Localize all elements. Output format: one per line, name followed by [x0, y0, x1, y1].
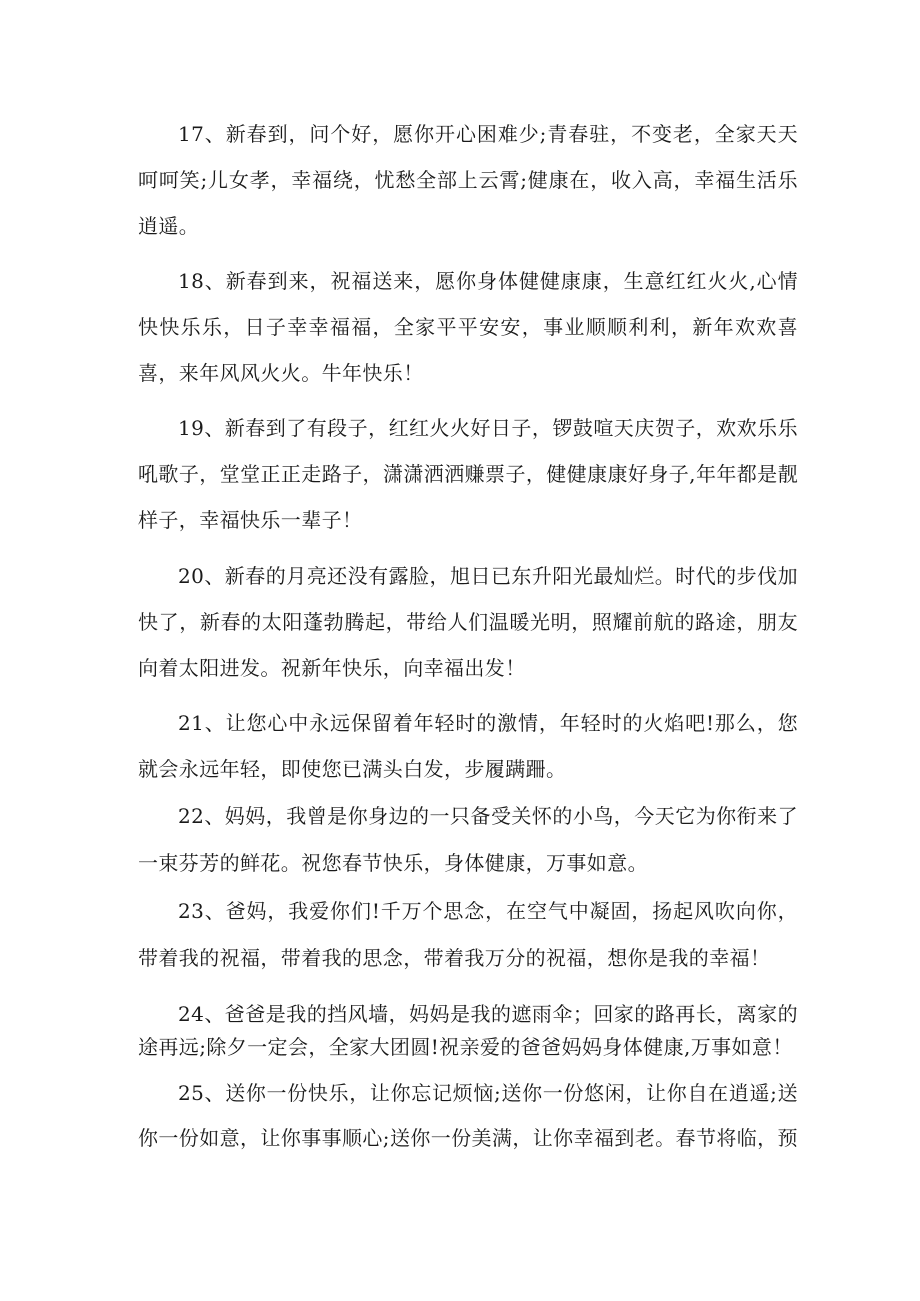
greeting-paragraph-21: 21、让您心中永远保留着年轻时的激情，年轻时的火焰吧!那么，您就会永远年轻，即使您已满头白发，步履蹒跚。	[138, 711, 798, 781]
greeting-paragraph-25: 25、送你一份快乐，让你忘记烦恼;送你一份悠闲，让你自在逍遥;送你一份如意，让你事事顺心;送你一份美满，让你幸福到老。春节将临，预	[138, 1081, 798, 1150]
greeting-paragraph-22: 22、妈妈，我曾是你身边的一只备受关怀的小鸟，今天它为你衔来了一束芬芳的鲜花。祝您春节快乐，身体健康，万事如意。	[138, 804, 798, 875]
greeting-paragraph-23: 23、爸妈，我爱你们!千万个思念，在空气中凝固，扬起风吹向你，带着我的祝福，带着我的思念，带着我万分的祝福，想你是我的幸福！	[138, 899, 798, 970]
greeting-paragraph-20: 20、新春的月亮还没有露脸，旭日已东升阳光最灿烂。时代的步伐加快了，新春的太阳蓬勃腾起，带给人们温暖光明，照耀前航的路途，朋友向着太阳进发。祝新年快乐，向幸福出发！	[138, 564, 798, 680]
greeting-paragraph-24: 24、爸爸是我的挡风墙，妈妈是我的遮雨伞；回家的路再长，离家的途再远;除夕一定会，全家大团圆!祝亲爱的爸爸妈妈身体健康,万事如意！	[138, 1002, 798, 1059]
greeting-paragraph-19: 19、新春到了有段子，红红火火好日子，锣鼓喧天庆贺子，欢欢乐乐吼歌子，堂堂正正走路子，潇潇洒洒赚票子，健健康康好身子,年年都是靓样子，幸福快乐一辈子！	[138, 416, 798, 532]
greeting-paragraph-17: 17、新春到，问个好，愿你开心困难少;青春驻，不变老，全家天天呵呵笑;儿女孝，幸福绕，忧愁全部上云霄;健康在，收入高，幸福生活乐逍遥。	[138, 122, 798, 238]
greeting-paragraph-18: 18、新春到来，祝福送来，愿你身体健健康康，生意红红火火,心情快快乐乐，日子幸幸福福，全家平平安安，事业顺顺利利，新年欢欢喜喜，来年风风火火。牛年快乐！	[138, 269, 798, 385]
